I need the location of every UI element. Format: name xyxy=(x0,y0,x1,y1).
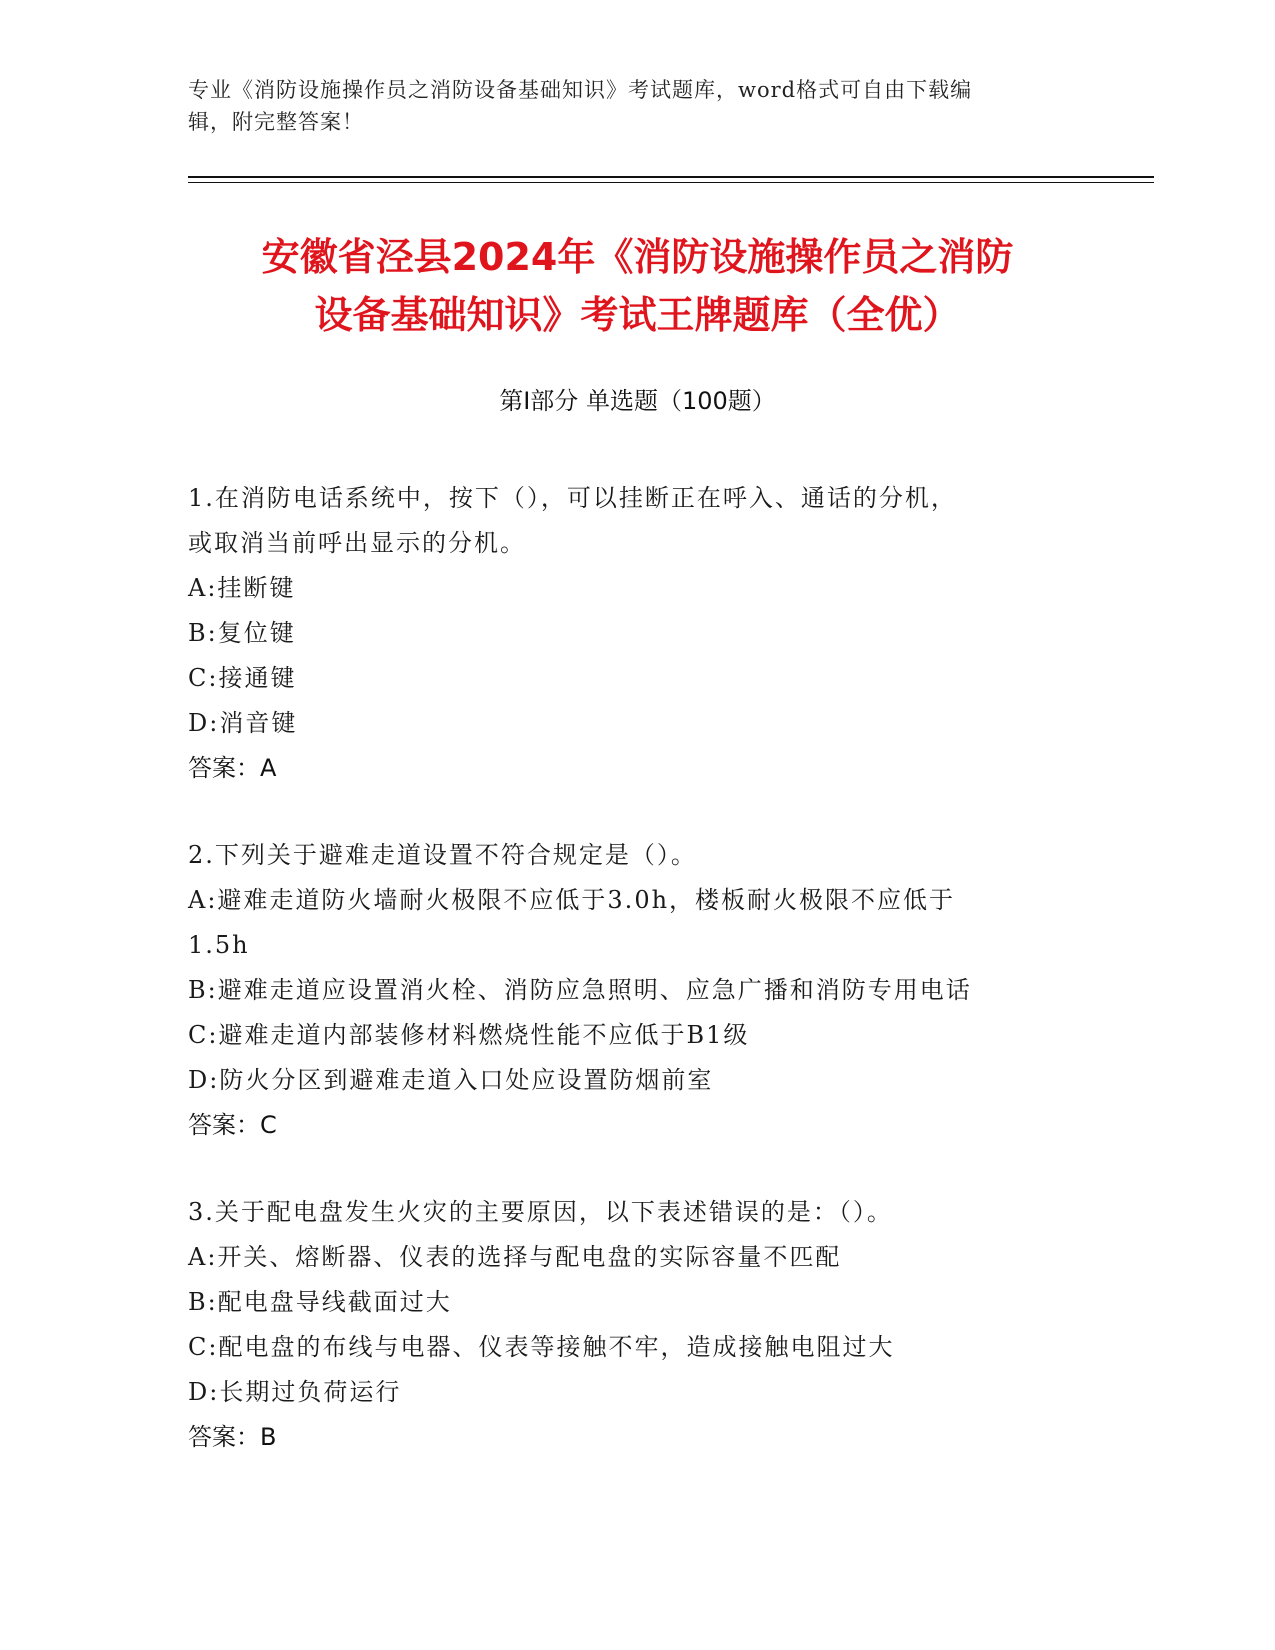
document-title xyxy=(150,228,1125,344)
question-item xyxy=(188,833,1088,1148)
header-note-line-2: 辑，附完整答案！ xyxy=(188,110,364,134)
question-option: A:挂断键 xyxy=(188,574,296,602)
question-stem: 或取消当前呼出显示的分机。 xyxy=(188,529,526,557)
question-item xyxy=(188,476,1088,791)
question-option: B:配电盘导线截面过大 xyxy=(188,1288,452,1316)
question-option: C:配电盘的布线与电器、仪表等接触不牢，造成接触电阻过大 xyxy=(188,1333,895,1361)
header-note-line-1: 专业《消防设施操作员之消防设备基础知识》考试题库，word格式可自由下载编 xyxy=(188,78,973,102)
question-option: 1.5h xyxy=(188,931,250,959)
question-answer: 答案：B xyxy=(188,1423,277,1451)
document-title-line-2: 设备基础知识》考试王牌题库（全优） xyxy=(314,293,961,337)
question-option: B:避难走道应设置消火栓、消防应急照明、应急广播和消防专用电话 xyxy=(188,976,972,1004)
question-answer: 答案：C xyxy=(188,1111,277,1139)
question-option: C:接通键 xyxy=(188,664,297,692)
question-answer: 答案：A xyxy=(188,754,277,782)
header-divider-thick xyxy=(188,176,1154,178)
question-option: B:复位键 xyxy=(188,619,296,647)
question-option: D:长期过负荷运行 xyxy=(188,1378,402,1406)
header-divider-thin xyxy=(188,182,1154,183)
header-note xyxy=(188,74,1088,138)
question-stem: 1.在消防电话系统中，按下（），可以挂断正在呼入、通话的分机， xyxy=(188,484,957,512)
section-title: 第Ⅰ部分 单选题（100题） xyxy=(499,387,776,415)
question-option: D:消音键 xyxy=(188,709,298,737)
question-option: D:防火分区到避难走道入口处应设置防烟前室 xyxy=(188,1066,714,1094)
document-title-line-1: 安徽省泾县2024年《消防设施操作员之消防 xyxy=(261,235,1014,279)
question-list xyxy=(188,476,1088,1502)
question-stem: 2.下列关于避难走道设置不符合规定是（）。 xyxy=(188,841,697,869)
question-stem: 3.关于配电盘发生火灾的主要原因，以下表述错误的是：（）。 xyxy=(188,1198,893,1226)
question-option: C:避难走道内部装修材料燃烧性能不应低于B1级 xyxy=(188,1021,750,1049)
question-option: A:开关、熔断器、仪表的选择与配电盘的实际容量不匹配 xyxy=(188,1243,842,1271)
question-item xyxy=(188,1190,1088,1460)
question-option: A:避难走道防火墙耐火极限不应低于3.0h，楼板耐火极限不应低于 xyxy=(188,886,956,914)
